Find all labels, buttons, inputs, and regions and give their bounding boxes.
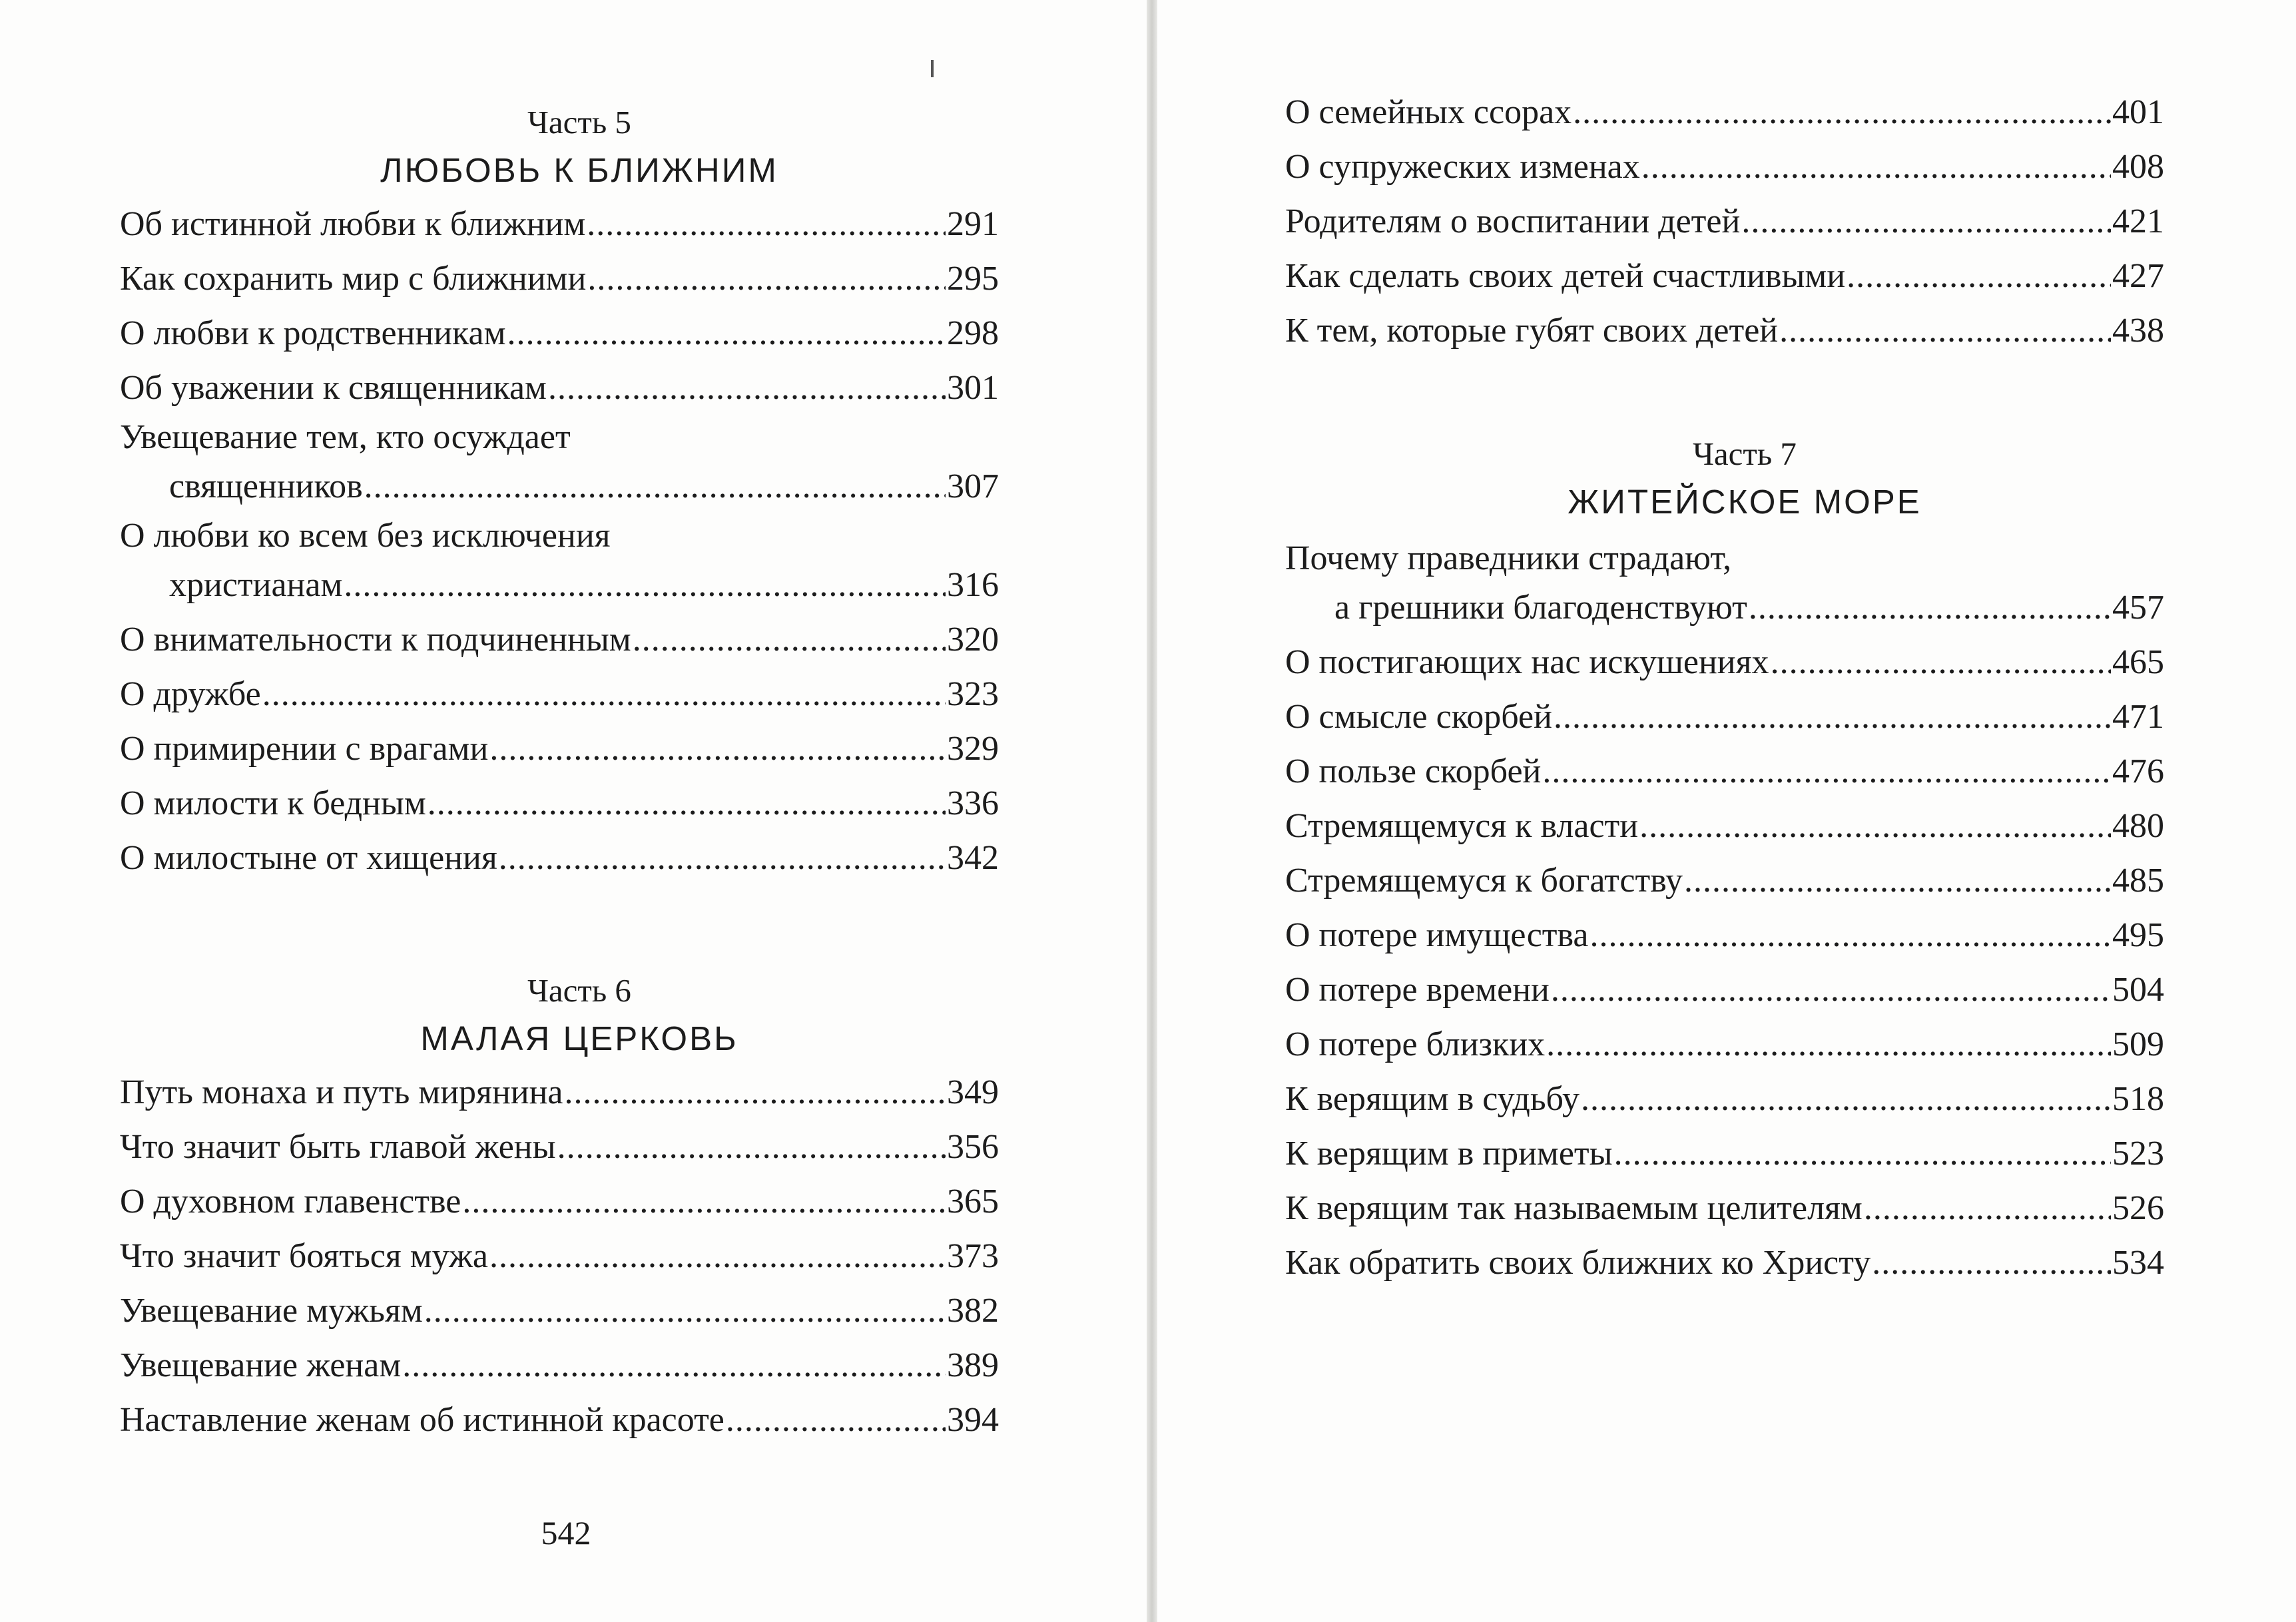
toc-entry-title: О внимательности к подчиненным [120,621,631,659]
toc-entry[interactable] [1285,194,2164,249]
toc-entry-second-line [120,459,999,514]
book-gutter [1147,0,1157,1622]
right-toc [1285,85,2164,1290]
toc-entry-page: 323 [947,675,999,713]
toc-entry-title-line1: Почему праведники страдают, [1285,539,1732,577]
section-title: ЛЮБОВЬ К БЛИЖНИМ [380,151,778,189]
toc-entry-title: Увещевание мужьям [120,1292,423,1330]
leader-dots [1771,635,2111,690]
toc-entry-page: 427 [2112,257,2164,295]
leader-dots [402,1338,946,1393]
toc-entry-page: 373 [947,1237,999,1275]
toc-entry-page: 342 [947,839,999,877]
toc-entry[interactable] [1285,690,2164,744]
toc-entry-page: 320 [947,621,999,659]
toc-entry-page: 471 [2112,698,2164,736]
leader-dots [424,1284,946,1338]
toc-entry-page: 291 [947,205,999,243]
toc-entry-page: 523 [2112,1135,2164,1173]
toc-entry-title-line2: а грешники благоденствуют [1334,589,1747,627]
toc-entry-title-line1: Увещевание тем, кто осуждает [120,418,571,456]
toc-entry[interactable] [1285,1236,2164,1290]
toc-entry-title: О духовном главенстве [120,1183,461,1220]
part-label: Часть 7 [1693,435,1797,472]
toc-entry-title: Что значит быть главой жены [120,1128,556,1166]
toc-entry-page: 485 [2112,862,2164,900]
toc-entry-page: 438 [2112,312,2164,350]
leader-dots [489,722,946,776]
leader-dots [1554,690,2111,744]
section-spacer [1285,358,2164,433]
leader-dots [1546,1017,2111,1072]
toc-entry-second-line [120,558,999,613]
toc-entry[interactable] [1285,635,2164,690]
toc-entry-page: 401 [2112,93,2164,131]
leader-dots [1641,140,2111,194]
toc-entry-page: 421 [2112,202,2164,240]
part-label: Часть 5 [527,104,631,140]
toc-entry-title: О милости к бедным [120,784,426,822]
toc-entry[interactable] [1285,963,2164,1017]
toc-entry-title: О любви к родственникам [120,314,506,352]
toc-entry[interactable] [1285,304,2164,358]
leader-dots [1551,963,2111,1017]
toc-entry-page: 504 [2112,971,2164,1009]
toc-entry[interactable] [120,1338,999,1393]
toc-entry-title: Как обратить своих ближних ко Христу [1285,1244,1871,1282]
toc-entry-page: 509 [2112,1025,2164,1063]
toc-entry-page: 356 [947,1128,999,1166]
toc-entry-page: 518 [2112,1080,2164,1118]
toc-entry-page: 408 [2112,148,2164,186]
toc-entry-page: 307 [947,467,999,505]
toc-entry-page: 349 [947,1073,999,1111]
left-toc [120,101,999,1448]
toc-entry[interactable] [120,1120,999,1175]
toc-entry[interactable] [120,667,999,722]
toc-entry-title: О семейных ссорах [1285,93,1572,131]
toc-entry-title-line2: священников [169,467,363,505]
toc-entry-title: К верящим в приметы [1285,1135,1613,1173]
leader-dots [565,1065,946,1120]
toc-entry-title: О потере имущества [1285,916,1589,954]
leader-dots [507,306,946,361]
leader-dots [499,831,946,886]
toc-entry[interactable] [1285,799,2164,854]
toc-entry[interactable] [120,415,999,514]
toc-entry-title: Что значит бояться мужа [120,1237,488,1275]
leader-dots [1684,854,2111,908]
toc-entry[interactable] [1285,1072,2164,1127]
leader-dots [1581,1072,2111,1127]
leader-dots [1749,581,2111,635]
toc-entry-title: Об истинной любви к ближним [120,205,586,243]
leader-dots [1847,249,2111,304]
toc-entry-page: 526 [2112,1189,2164,1227]
toc-entry-second-line [1285,581,2164,635]
leader-dots [1573,85,2111,140]
toc-entry-title: О потере близких [1285,1025,1546,1063]
toc-entry[interactable] [1285,1017,2164,1072]
toc-entry-title: Родителям о воспитании детей [1285,202,1741,240]
toc-entry-page: 465 [2112,643,2164,681]
leader-dots [1779,304,2111,358]
toc-entry-page: 316 [947,566,999,604]
page-number: 542 [541,1514,591,1551]
toc-entry-page: 382 [947,1292,999,1330]
toc-entry-title: Как сделать своих детей счастливыми [1285,257,1846,295]
toc-entry[interactable] [120,831,999,886]
toc-entry[interactable] [120,514,999,613]
toc-entry-page: 336 [947,784,999,822]
section-title: ЖИТЕЙСКОЕ МОРЕ [1568,483,1922,521]
left-page [0,0,1147,1622]
leader-dots [587,252,946,306]
toc-entry[interactable] [1285,1181,2164,1236]
toc-entry-title: О примирении с врагами [120,730,489,768]
leader-dots [587,197,946,252]
part-label: Часть 6 [527,972,631,1009]
leader-dots [548,361,946,415]
toc-entry[interactable] [120,361,999,415]
leader-dots [1864,1181,2111,1236]
leader-dots [262,667,946,722]
leader-dots [1872,1236,2111,1290]
toc-entry-page: 476 [2112,752,2164,790]
toc-entry[interactable] [1285,908,2164,963]
toc-entry[interactable] [120,613,999,667]
section-spacer [120,886,999,969]
toc-entry-title: Стремящемуся к власти [1285,807,1639,845]
leader-dots [557,1120,946,1175]
toc-entry-title: О милостыне от хищения [120,839,497,877]
toc-entry-title: Путь монаха и путь мирянина [120,1073,563,1111]
toc-entry-page: 295 [947,260,999,298]
toc-entry-page: 365 [947,1183,999,1220]
toc-entry[interactable] [120,1065,999,1120]
toc-entry-title: Как сохранить мир с ближними [120,260,587,298]
toc-entry-page: 534 [2112,1244,2164,1282]
toc-entry-title-line1: О любви ко всем без исключения [120,517,611,555]
toc-entry-page: 457 [2112,589,2164,627]
leader-dots [1639,799,2111,854]
toc-entry-title: О супружеских изменах [1285,148,1640,186]
toc-entry[interactable] [120,306,999,361]
toc-entry[interactable] [1285,854,2164,908]
toc-entry[interactable] [120,1393,999,1448]
toc-entry-title: О пользе скорбей [1285,752,1542,790]
toc-entry-title-line2: христианам [169,566,343,604]
toc-entry-page: 495 [2112,916,2164,954]
leader-dots [344,558,946,613]
toc-entry-title: О потере времени [1285,971,1550,1009]
leader-dots [489,1229,946,1284]
toc-entry[interactable] [120,252,999,306]
leader-dots [1542,744,2111,799]
toc-entry-page: 329 [947,730,999,768]
leader-dots [726,1393,946,1448]
toc-entry-title: К верящим так называемым целителям [1285,1189,1863,1227]
toc-entry[interactable] [1285,140,2164,194]
print-mark [931,60,934,77]
toc-entry-page: 480 [2112,807,2164,845]
toc-entry-title: О смысле скорбей [1285,698,1552,736]
toc-entry[interactable] [120,722,999,776]
toc-entry[interactable] [1285,744,2164,799]
toc-entry-title: Увещевание женам [120,1346,402,1384]
toc-entry[interactable] [120,197,999,252]
leader-dots [1589,908,2111,963]
toc-entry[interactable] [120,776,999,831]
leader-dots [462,1175,946,1229]
toc-entry-page: 389 [947,1346,999,1384]
toc-entry[interactable] [1285,1127,2164,1181]
toc-entry[interactable] [120,1229,999,1284]
toc-entry-page: 394 [947,1401,999,1439]
toc-entry[interactable] [1285,85,2164,140]
toc-entry-title: Стремящемуся к богатству [1285,862,1683,900]
toc-entry-page: 298 [947,314,999,352]
toc-entry-title: К тем, которые губят своих детей [1285,312,1779,350]
toc-entry[interactable] [1285,249,2164,304]
leader-dots [1741,194,2111,249]
toc-entry-title: Наставление женам об истинной красоте [120,1401,724,1439]
leader-dots [364,459,946,514]
toc-entry[interactable] [120,1284,999,1338]
leader-dots [1614,1127,2111,1181]
toc-entry-title: О дружбе [120,675,261,713]
toc-entry-title: Об уважении к священникам [120,369,547,407]
section-title: МАЛАЯ ЦЕРКОВЬ [420,1019,738,1057]
leader-dots [428,776,946,831]
toc-entry[interactable] [120,1175,999,1229]
toc-entry-title: О постигающих нас искушениях [1285,643,1769,681]
leader-dots [633,613,946,667]
toc-entry[interactable] [1285,537,2164,635]
toc-entry-page: 301 [947,369,999,407]
toc-entry-title: К верящим в судьбу [1285,1080,1580,1118]
